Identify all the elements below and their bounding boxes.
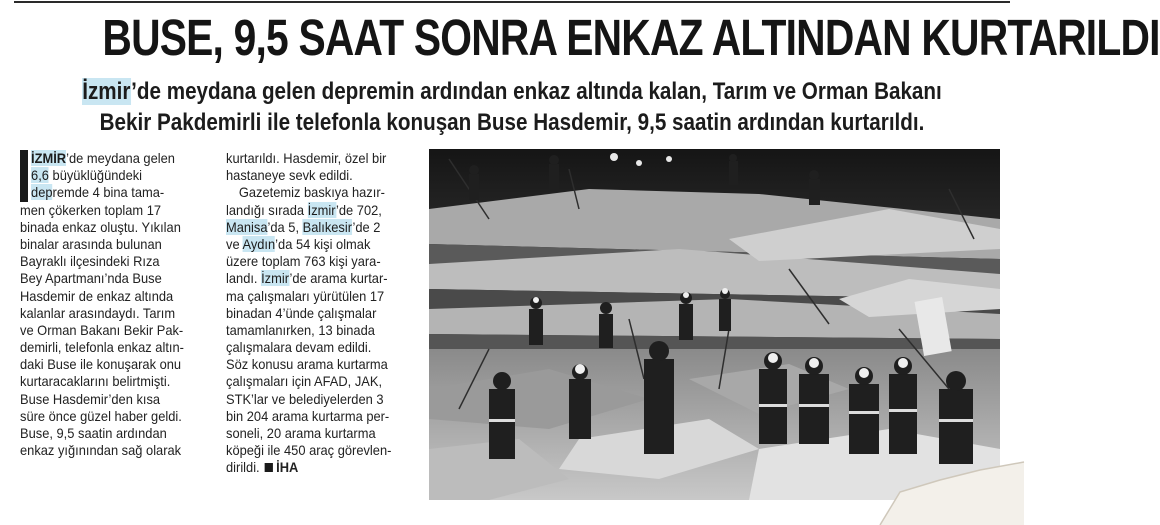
magnitude-highlight: 6,6 [31,167,49,184]
column-2-line-5 [226,219,408,236]
column-2-line-8 [226,270,408,287]
column-2-line-4-pre: landığı sırada [226,201,308,218]
column-1-line-12: demirli, telefonla enkaz altın- [20,339,184,356]
column-2-line-7: üzere toplam 763 kişi yara- [226,253,381,270]
column-1-line-14: kurtaracaklarını belirtmişti. [20,373,171,390]
column-1-line-3-highlight: dep [31,184,53,201]
column-2-line-5-mid: ’da 5, [267,218,303,235]
article-subhead-line-1 [72,77,953,107]
highlight-balikesir: Balıkesir [302,218,353,235]
column-2-line-11: tamamlanırken, 13 binada [226,321,375,338]
column-1-line-3-text: remde 4 bina tama- [52,184,165,201]
column-1-line-4: men çökerken toplam 17 [20,201,162,218]
column-1-line-1-text: ’de meydana gelen [66,150,175,166]
column-2-line-2: hastaneye sevk edildi. [226,167,353,184]
column-2-line-8-post: ’de arama kurtar- [289,270,388,287]
column-1-line-1 [20,150,213,167]
column-1-line-8: Bey Apartmanı’nda Buse [20,270,162,287]
highlight-manisa: Manisa [226,218,268,235]
page-curl-corner [880,462,1024,525]
column-2-line-3: Gazetemiz baskıya hazır- [238,184,385,201]
column-1-line-10: kalanlar arasındaydı. Tarım [20,304,176,321]
column-2-line-13: Söz konusu arama kurtarma [226,356,388,373]
column-2-line-4-post: ’de 702, [336,201,382,218]
column-2-line-6-pre: ve [226,235,243,252]
lead-word-izmir: İZMİR [31,150,67,166]
column-2-line-14: çalışmaları için AFAD, JAK, [226,373,383,390]
subhead-highlight-izmir: İzmir [82,78,132,105]
column-1-line-11: ve Orman Bakanı Bekir Pak- [20,321,184,338]
column-1-line-9: Hasdemir de enkaz altında [20,287,174,304]
column-2-line-4 [226,202,408,219]
column-1-line-17: Buse, 9,5 saatin ardından [20,425,167,441]
column-1-line-18: enkaz yığınından sağ olarak [20,442,182,459]
column-2-line-1: kurtarıldı. Hasdemir, özel bir [226,150,387,166]
agency-square-icon [265,463,273,472]
column-1-line-5: binada enkaz oluştu. Yıkılan [20,218,181,235]
column-2-line-17: soneli, 20 arama kurtarma [226,425,376,441]
column-1-line-16: süre önce güzel haber geldi. [20,407,182,424]
column-2-line-6-post: ’da 54 kişi olmak [275,235,371,252]
article-headline: BUSE, 9,5 SAAT SONRA ENKAZ ALTINDAN KURTARILDI [102,9,1160,66]
highlight-izmir-2: İzmir [261,270,290,287]
rubble-rescue-photo [429,149,1000,500]
column-1-line-6: binalar arasında bulunan [20,235,162,252]
agency-credit: İHA [276,459,299,476]
column-2-line-18: köpeği ile 450 araç görevlen- [226,442,392,459]
column-2-line-9: ma çalışmaları yürütülen 17 [226,287,385,304]
column-2-line-19 [226,459,408,476]
column-2-line-15: STK’lar ve belediyelerden 3 [226,390,384,407]
column-2-line-8-pre: landı. [226,270,262,287]
top-rule [14,1,1010,3]
highlight-izmir: İzmir [307,201,337,218]
highlight-aydin: Aydın [242,235,276,252]
column-1-line-2 [20,167,213,184]
column-1-line-15: Buse Hasdemir’den kısa [20,390,161,407]
article-subhead-line-2: Bekir Pakdemirli ile telefonla konuşan Buse Hasdemir, 9,5 saatin ardından kurtarıldı. [99,109,925,136]
column-2-line-10: binadan 4’ünde çalışmalar [226,304,377,321]
column-2-line-12: çalışmalara devam edildi. [226,339,372,356]
subhead-line-1-text: ’de meydana gelen depremin ardından enkaz altında kalan, Tarım ve Orman Bakanı [131,78,942,105]
column-1-line-7: Bayraklı ilçesindeki Rıza [20,253,160,270]
column-1-line-13: daki Buse ile konuşarak onu [20,356,182,373]
article-column-2 [226,150,424,477]
column-1-line-2-text: büyüklüğündeki [48,167,143,184]
article-column-1 [20,150,230,459]
column-2-line-5-post: ’de 2 [352,218,381,235]
column-2-line-6 [226,236,408,253]
column-2-line-16: bin 204 arama kurtarma per- [226,407,390,424]
column-1-line-3 [20,184,213,201]
column-2-line-19-text: dirildi. [226,459,260,476]
